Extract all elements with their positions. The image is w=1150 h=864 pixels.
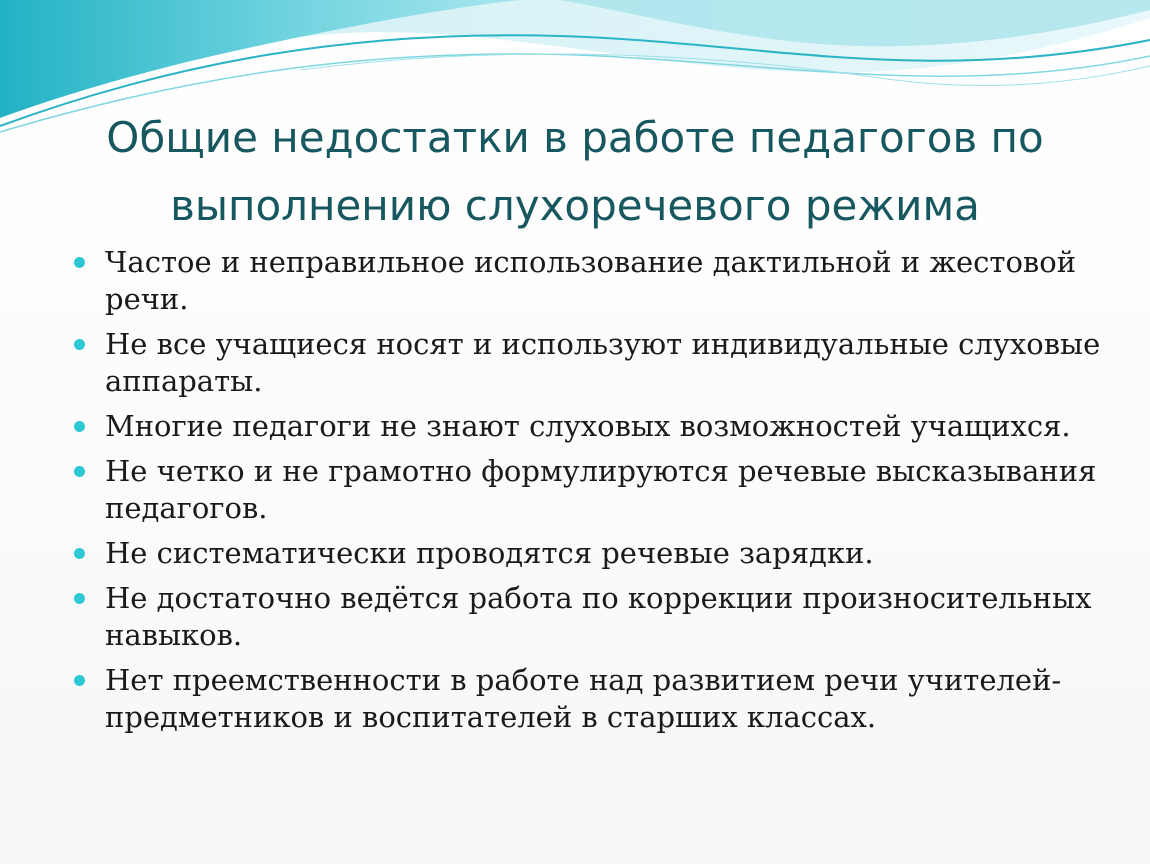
bullet-marker-icon: [74, 548, 85, 559]
bullet-item: [70, 580, 1110, 654]
bullet-marker-icon: [74, 257, 85, 268]
bullet-item: [70, 535, 1110, 572]
bullet-text: Нет преемственности в работе над развитием речи учителей- предметников и воспитателей в старших классах.: [105, 663, 1062, 734]
bullet-item: [70, 662, 1110, 736]
bullet-item: [70, 453, 1110, 527]
bullet-text: Не систематически проводятся речевые зарядки.: [105, 536, 874, 570]
bullet-marker-icon: [74, 339, 85, 350]
slide-title: Общие недостатки в работе педагогов по выполнению слухоречевого режима: [106, 113, 1044, 230]
bullet-text: Частое и неправильное использование дактильной и жестовой речи.: [105, 245, 1077, 316]
bullet-list: [70, 244, 1110, 744]
bullet-marker-icon: [74, 421, 85, 432]
bullet-marker-icon: [74, 675, 85, 686]
bullet-text: Не все учащиеся носят и используют индивидуальные слуховые аппараты.: [105, 327, 1101, 398]
bullet-text: Многие педагоги не знают слуховых возможностей учащихся.: [105, 409, 1071, 443]
bullet-marker-icon: [74, 466, 85, 477]
bullet-item: [70, 326, 1110, 400]
bullet-item: [70, 244, 1110, 318]
bullet-marker-icon: [74, 593, 85, 604]
bullet-item: [70, 408, 1110, 445]
bullet-text: Не достаточно ведётся работа по коррекции произносительных навыков.: [105, 581, 1092, 652]
bullet-text: Не четко и не грамотно формулируются речевые высказывания педагогов.: [105, 454, 1097, 525]
